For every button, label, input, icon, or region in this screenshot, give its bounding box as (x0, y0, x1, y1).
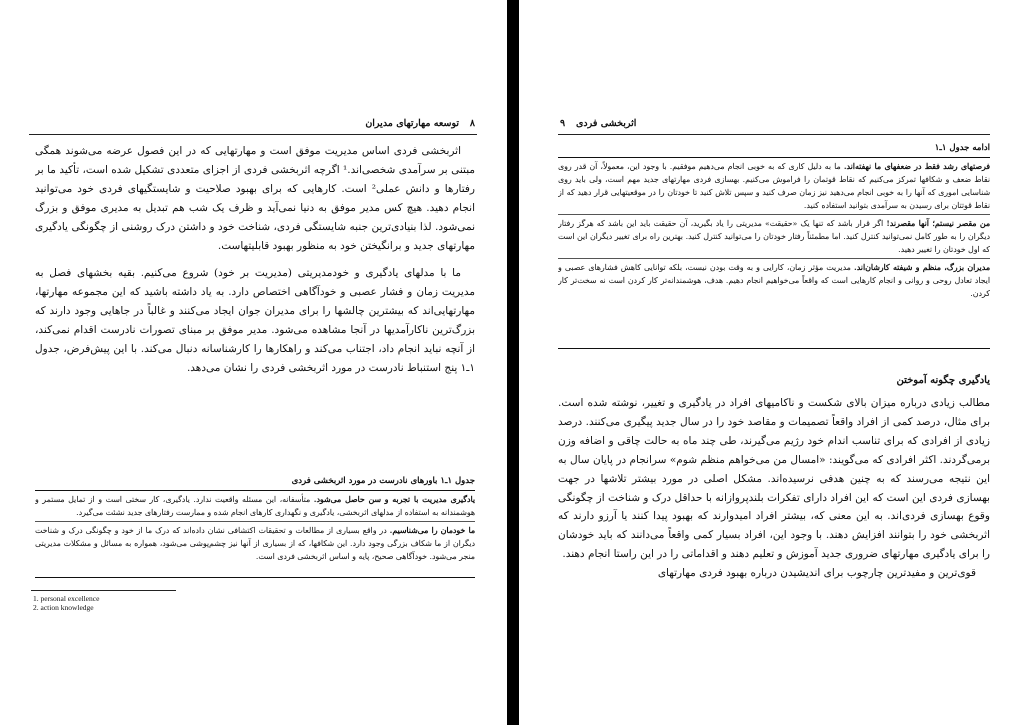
section-title: یادگیری چگونه آموختن (896, 375, 990, 386)
right-paragraph-2: قوی‌ترین و مفیدترین چارچوب برای اندیشیدن درباره بهبود فردی مهارتهای (657, 567, 976, 580)
right-running-head (558, 118, 990, 135)
table-row (35, 522, 475, 565)
left-body-text (35, 142, 475, 467)
left-paragraph-2: ما با مدلهای یادگیری و خودمدیریتی (مدیریت بر خود) شروع می‌کنیم. بقیه بخشهای فصل به مدیریت زمان و فشار عصبی و خودآگاهی اختصاص دارد. به یاد داشته باشید که این مجموعه مهارتها، مهارتهایی‌اند که بیشترین چالشها را برای مدیران جوان ایجاد می‌کنند و غالباً در جاهایی وجود دارند که بزرگ‌ترین ناکارآمدیها در آنجا مشاهده می‌شود. مدیر موفق بر مبنای تصورات نادرست اقدام نمی‌کند، از آنچه نباید انجام داد، اجتناب می‌کند و راهکارها را کارشناسانه دنبال می‌کند. با این پیش‌فرض، جدول ۱ـ۱ پنج استنباط نادرست در مورد اثربخشی فردی را نشان می‌دهد. (35, 267, 475, 374)
left-paragraph-1: اثربخشی فردی اساس مدیریت موفق است و مهارتهایی که در این فصول عرضه می‌شوند همگی مبتنی بر سرآمدی شخصی‌اند.¹ اگرچه اثربخشی فردی از اجزای متعددی تشکیل شده است، تأکید ما بر رفتارها و دانش عملی² است. کارهایی که برای بهبود صلاحیت و شایستگیهای فردی خود می‌توانید انجام دهید. هیچ کس مدیر موفق به دنیا نمی‌آید و ظرف یک شب هم تبدیل به مدیری موفق و بزرگ نمی‌شود. لذا بنیادی‌ترین جنبه شایستگی فردی، شناخت خود و داشتن درک روشنی از چگونگی یادگیری مهارتهای جدید و برانگیختن خود به منظور بهبود قابلیتهاست. (35, 145, 475, 252)
right-running-title: اثربخشی فردی (576, 118, 637, 129)
footnote-1: 1. personal excellence (33, 594, 100, 603)
table-row-lead: یادگیری مدیریت با تجربه و سن حاصل می‌شود. (313, 495, 475, 504)
right-paragraph-1: مطالب زیادی درباره میزان بالای شکست و ناکامیهای افراد در یادگیری و تغییر، نوشته شده است. برای مثال، درصد کمی از افراد واقعاً تصمیمات و مقاصد خود را در سال جدید پیگیری می‌کنند. درصد زیادی از افرادی که برای تناسب اندام خود رژیم می‌گیرند، طی چند ماه به حالت چاقی و اضافه وزن برمی‌گردند. اکثر افرادی که می‌گویند: «امسال من می‌خواهم منظم شوم» سرانجام در پایان سال به این نتیجه می‌رسند که به چنین هدفی نرسیده‌اند. مشکل اصلی در مورد بیشتر تلاشها در جهت بهسازی فردی این است که این افراد دارای تفکرات بلندپروازانه با حداقل درک و شناخت از چگونگی وقوع بهسازی فردی‌اند. به این معنی که، بیشتر افراد امیدوارند که بهبود پیدا کنند یا آرزو دارند که اثربخشی خود را بتوانند افزایش دهند. با وجود این، افراد بسیار کمی واقعاً می‌دانند که باید خودشان را برای یادگیری مهارتهای ضروری جدید آموزش و تعلیم دهند و اقداماتی را در این راستا انجام دهند. (558, 397, 990, 561)
footnote-2: 2. action knowledge (33, 603, 94, 612)
left-table (35, 490, 475, 578)
table-row-body: ما به دلیل کاری که به خوبی انجام می‌دهیم موفقیم. با وجود این، معمولاً، آن قدر روی نقاط ضعف و شکافها تمرکز می‌کنیم که نقاط قوتمان را فراموش می‌کنیم. بهسازی فردی مهارتهای جدید مهم است، ولی باید روی شناسایی اموری که آنها را به خوبی انجام می‌دهید نیز زمان صرف کنید و سپس تلاش کنید تا خودتان را در موقعیتهایی قرار دهید که از نقاط قوتتان برای رسیدن به سرآمدی بتوانید استفاده کنید. (558, 162, 990, 210)
left-running-head (29, 118, 477, 135)
book-gutter (507, 0, 519, 725)
table-row-body: اگر قرار باشد که تنها یک «حقیقت» مدیریتی را یاد بگیرید، آن حقیقت باید این باشد که هرگز رفتار دیگران را به طور کامل نمی‌توانید کنترل کنید. اما مطمئناً رفتار خودتان را می‌توانید کنترل کنید. بهترین راه برای تغییر دیگران این است که اول خودتان را تغییر دهید. (558, 219, 990, 254)
table-row-lead: ما خودمان را می‌شناسیم. (389, 526, 475, 535)
right-table (558, 157, 990, 349)
footnote-rule (31, 590, 176, 591)
table-row-lead: من مقصر نیستم؛ آنها مقصرند! (886, 219, 990, 228)
table-row-body: متأسفانه، این مسئله واقعیت ندارد. یادگیری، کار سختی است و از تمایل مستمر و هوشمندانه به استفاده از مدلهای اثربخشی، یادگیری و نگهداری کارهای انجام شده و ممارست رفتارهای جدید نشئت می‌گیرد. (35, 495, 475, 517)
footnotes (33, 594, 333, 612)
table-row (558, 215, 990, 259)
left-page-number: ۸ (469, 118, 475, 129)
table-row-body: مدیریت مؤثر زمان، کارایی و به وقت بودن نیست، بلکه توانایی کاهش فشارهای عصبی و ایجاد تعادل روحی و روانی و انجام کارهایی است که واقعاً می‌خواهیم انجام دهیم. هدف، هوشمندانه‌تر کار کردن است نه سخت‌تر کار کردن. (558, 263, 990, 298)
right-page (519, 0, 1021, 725)
right-table-caption: ادامه جدول ۱ـ۱ (934, 143, 990, 153)
right-body-text (558, 394, 990, 684)
left-table-caption: جدول ۱ـ۱ باورهای نادرست در مورد اثربخشی فردی (291, 476, 475, 486)
left-page (0, 0, 507, 725)
left-running-title: توسعه مهارتهای مدیران (365, 118, 459, 129)
table-row (35, 491, 475, 522)
table-row-lead: مدیران بزرگ، منظم و شیفته کارشان‌اند. (853, 263, 990, 272)
right-page-number: ۹ (560, 118, 566, 129)
table-row-body: در واقع بسیاری از مطالعات و تحقیقات اکتشافی نشان داده‌اند که درک ما از خود و چگونگی درک و شناخت دیگران از ما شکاف بزرگی وجود دارد. این شکافها، که از بسیاری از آنها نیز چشم‌پوشی می‌شود، همواره به مسائل و مشکلات مدیریتی منجر می‌شود. خودآگاهی صحیح، پایه و اساس اثربخشی فردی است. (35, 526, 475, 561)
table-row (558, 158, 990, 215)
table-row (558, 259, 990, 302)
table-row-lead: فرصتهای رشد فقط در ضعفهای ما نهفته‌اند. (843, 162, 990, 171)
